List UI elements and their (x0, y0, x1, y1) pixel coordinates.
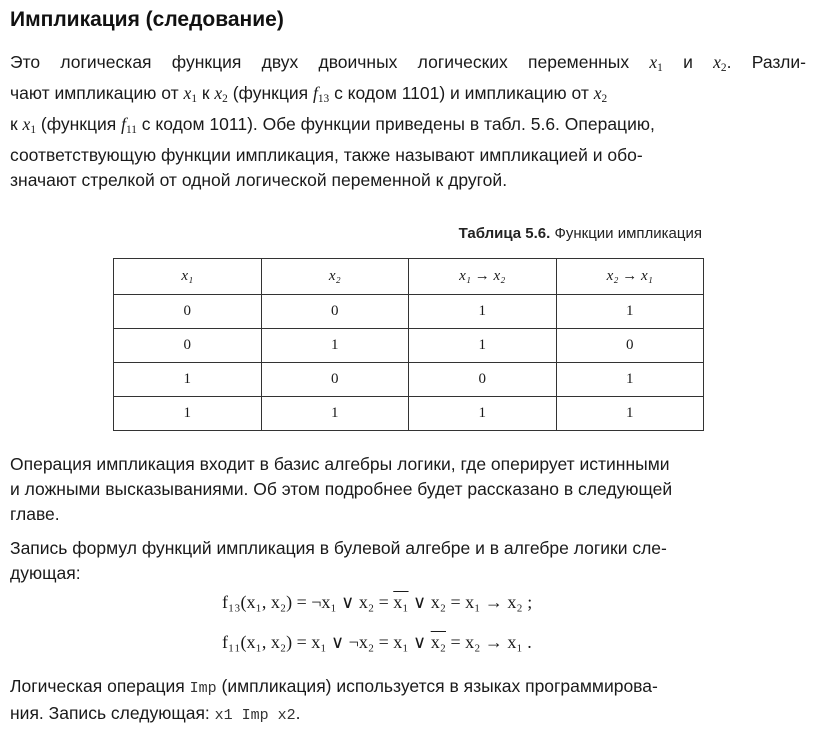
code-snippet: x1 Imp x2 (214, 707, 296, 724)
var-f: f (121, 113, 126, 134)
subscript: 1 (30, 123, 36, 136)
text-run: и (662, 52, 714, 72)
header-cell: x₁ (114, 259, 262, 295)
table-cell: 0 (556, 329, 704, 363)
text-run: (функция (36, 113, 122, 134)
subscript: 2 (720, 61, 727, 74)
table-cell: 0 (261, 295, 409, 329)
intro-line-5: значают стрелкой от одной логической переменной к другой. (10, 169, 508, 190)
table-row (114, 295, 704, 329)
var-x: x (593, 82, 602, 103)
text-run: . (295, 703, 301, 723)
imp-paragraph (10, 674, 806, 728)
table-cell: 1 (556, 363, 704, 397)
truth-table (113, 258, 704, 431)
formula-f11 (222, 632, 532, 653)
basis-line-3: главе. (10, 504, 60, 524)
formula-text: = x₂ → x₁ . (446, 632, 532, 652)
table-cell: 0 (114, 329, 262, 363)
text-run: . Разли- (726, 52, 806, 72)
intro-line-3 (10, 112, 806, 143)
table-cell: 1 (261, 397, 409, 431)
formula-intro-line-1: Запись формул функций импликация в булевой алгебре и в алгебре логики сле- (10, 538, 667, 558)
formula-intro-line-2: дующая: (10, 563, 81, 583)
var-x: x (22, 113, 31, 134)
table-cell: 1 (261, 329, 409, 363)
negated-var: x₁ (393, 592, 409, 612)
table-cell: 0 (114, 295, 262, 329)
formula-text: f₁₁(x₁, x₂) = x₁ ∨ ¬x₂ = x₁ ∨ (222, 632, 431, 652)
table-cell: 1 (114, 397, 262, 431)
text-run: с кодом 1101) и импликацию от (329, 82, 594, 103)
table-cell: 1 (556, 397, 704, 431)
text-run: Логическая операция (10, 676, 190, 696)
section-heading: Импликация (следование) (10, 8, 284, 31)
subscript: 1 (657, 61, 663, 74)
var-x: x (713, 52, 721, 72)
table-row (114, 397, 704, 431)
table-cell: 0 (261, 363, 409, 397)
code-keyword: Imp (189, 680, 217, 697)
table-cell: 1 (409, 329, 557, 363)
header-cell: x₂ (261, 259, 409, 295)
var-x: x (649, 52, 658, 72)
header-cell: x₂ → x₁ (556, 259, 704, 295)
intro-paragraph (10, 50, 806, 193)
text-run: к (10, 113, 23, 134)
subscript: 13 (317, 92, 330, 105)
intro-line-1 (10, 50, 806, 81)
var-x: x (214, 82, 223, 103)
table-cell: 1 (409, 397, 557, 431)
text-run: ния. Запись следующая: (10, 703, 215, 723)
imp-line-1 (10, 674, 806, 701)
caption-label: Таблица 5.6. (458, 225, 551, 242)
table-header-row (114, 259, 704, 295)
subscript: 2 (601, 92, 608, 105)
basis-line-2: и ложными высказываниями. Об этом подробнее будет рассказано в следующей (10, 479, 673, 499)
subscript: 2 (222, 92, 228, 105)
formula-f13 (222, 592, 532, 613)
var-f: f (312, 82, 318, 103)
caption-text: Функции импликация (550, 225, 702, 242)
imp-line-2 (10, 701, 806, 728)
intro-line-2 (10, 81, 806, 112)
text-run: (функция (227, 82, 313, 103)
formula-intro-paragraph (10, 536, 806, 586)
table-cell: 1 (556, 295, 704, 329)
subscript: 11 (125, 123, 137, 136)
text-run: (импликация) используется в языках программирова- (216, 676, 658, 696)
formula-text: f₁₃(x₁, x₂) = ¬x₁ ∨ x₂ = (222, 592, 394, 612)
basis-paragraph (10, 452, 806, 527)
table-row (114, 329, 704, 363)
basis-line-1: Операция импликация входит в базис алгебры логики, где оперирует истинными (10, 454, 670, 474)
table-cell: 1 (114, 363, 262, 397)
formula-text: ∨ x₂ = x₁ → x₂ ; (408, 592, 533, 612)
intro-line-4: соответствующую функции импликация, также называют импликацией и обо- (10, 144, 643, 165)
table-cell: 0 (409, 363, 557, 397)
table-row (114, 363, 704, 397)
text-run: Это логическая функция двух двоичных логических переменных (10, 52, 650, 72)
table-cell: 1 (409, 295, 557, 329)
subscript: 1 (191, 92, 197, 105)
text-run: чают импликацию от (10, 82, 184, 103)
negated-var: x₂ (430, 632, 446, 652)
var-x: x (183, 82, 192, 103)
table-caption (459, 225, 702, 242)
text-run: с кодом 1011). Обе функции приведены в табл. 5.6. Операцию, (136, 113, 655, 134)
header-cell: x₁ → x₂ (409, 259, 557, 295)
text-run: к (197, 82, 215, 103)
